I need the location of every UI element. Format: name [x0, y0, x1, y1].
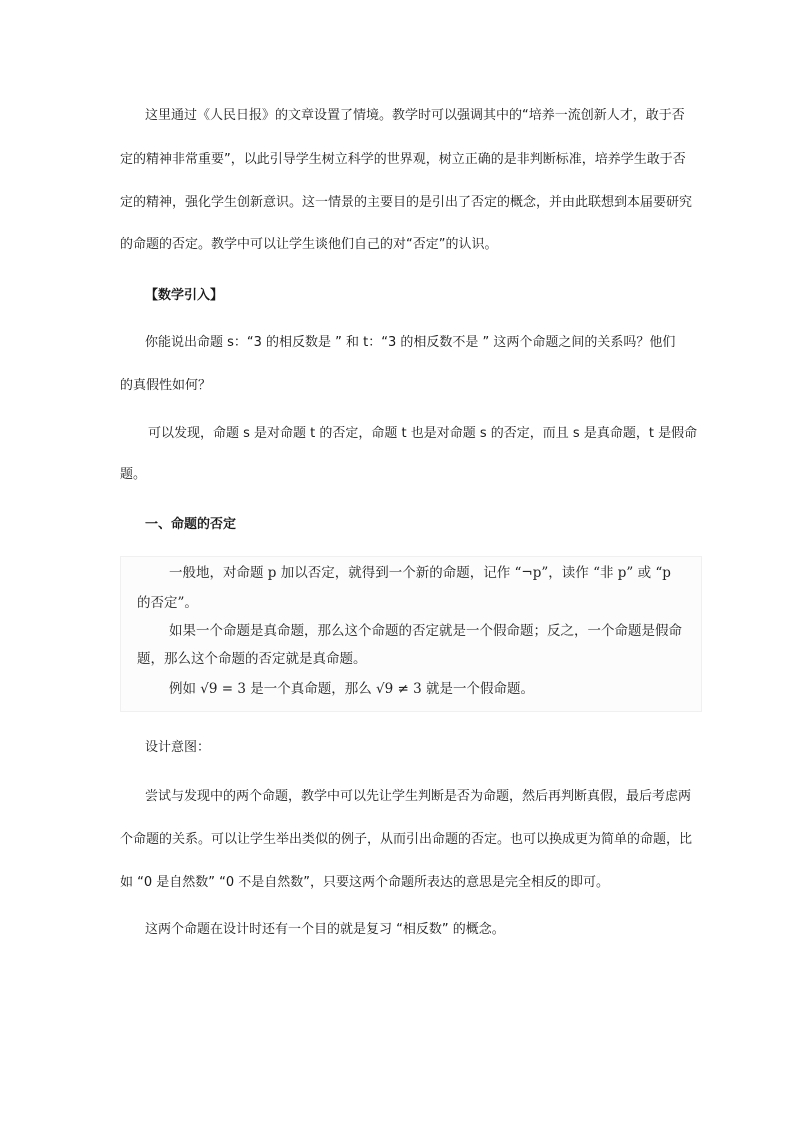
paragraph-1-line-1: 这里通过《人民日报》的文章设置了情境。教学时可以强调其中的“培养一流创新人才，敢于否	[145, 108, 685, 123]
paragraph-2-line-2: 的真假性如何？	[120, 378, 212, 393]
box-line-2: 的否定”。	[137, 595, 198, 611]
heading-math-intro: 【数学引入】	[145, 288, 224, 303]
paragraph-1-line-4: 的命题的否定。教学中可以让学生谈他们自己的对“否定”的认识。	[120, 237, 498, 252]
paragraph-5: 这两个命题在设计时还有一个目的就是复习 “相反数” 的概念。	[145, 922, 505, 937]
paragraph-4-line-3: 如 “0 是自然数” “0 不是自然数”，只要这两个命题所表达的意思是完全相反的即可。	[120, 875, 610, 890]
paragraph-3-line-1: 可以发现，命题 s 是对命题 t 的否定，命题 t 也是对命题 s 的否定，而且 s 是真命题，t 是假命	[148, 426, 698, 441]
paragraph-3-line-2: 题。	[120, 467, 147, 482]
heading-section-negation: 一、命题的否定	[145, 517, 237, 532]
box-line-1: 一般地，对命题 p 加以否定，就得到一个新的命题，记作 “¬p”，读作 “非 p” 或 “p	[169, 565, 671, 581]
paragraph-1-line-3: 定的精神，强化学生创新意识。这一情景的主要目的是引出了否定的概念，并由此联想到本届要研究	[120, 195, 693, 210]
box-line-3: 如果一个命题是真命题，那么这个命题的否定就是一个假命题；反之，一个命题是假命	[169, 623, 682, 639]
box-line-4: 题，那么这个命题的否定就是真命题。	[137, 651, 367, 667]
definition-box	[120, 556, 702, 712]
paragraph-2-line-1: 你能说出命题 s：“3 的相反数是 ” 和 t：“3 的相反数不是 ” 这两个命题之间的关系吗？他们	[145, 335, 676, 350]
heading-design-intent: 设计意图：	[145, 740, 211, 755]
paragraph-4-line-1: 尝试与发现中的两个命题，教学中可以先让学生判断是否为命题，然后再判断真假，最后考虑两	[145, 789, 692, 804]
paragraph-4-line-2: 个命题的关系。可以让学生举出类似的例子，从而引出命题的否定。也可以换成更为简单的命题，比	[120, 832, 693, 847]
box-line-5: 例如 √9 = 3 是一个真命题，那么 √9 ≠ 3 就是一个假命题。	[169, 681, 535, 697]
paragraph-1-line-2: 定的精神非常重要”，以此引导学生树立科学的世界观，树立正确的是非判断标准，培养学生敢于否	[120, 152, 686, 167]
